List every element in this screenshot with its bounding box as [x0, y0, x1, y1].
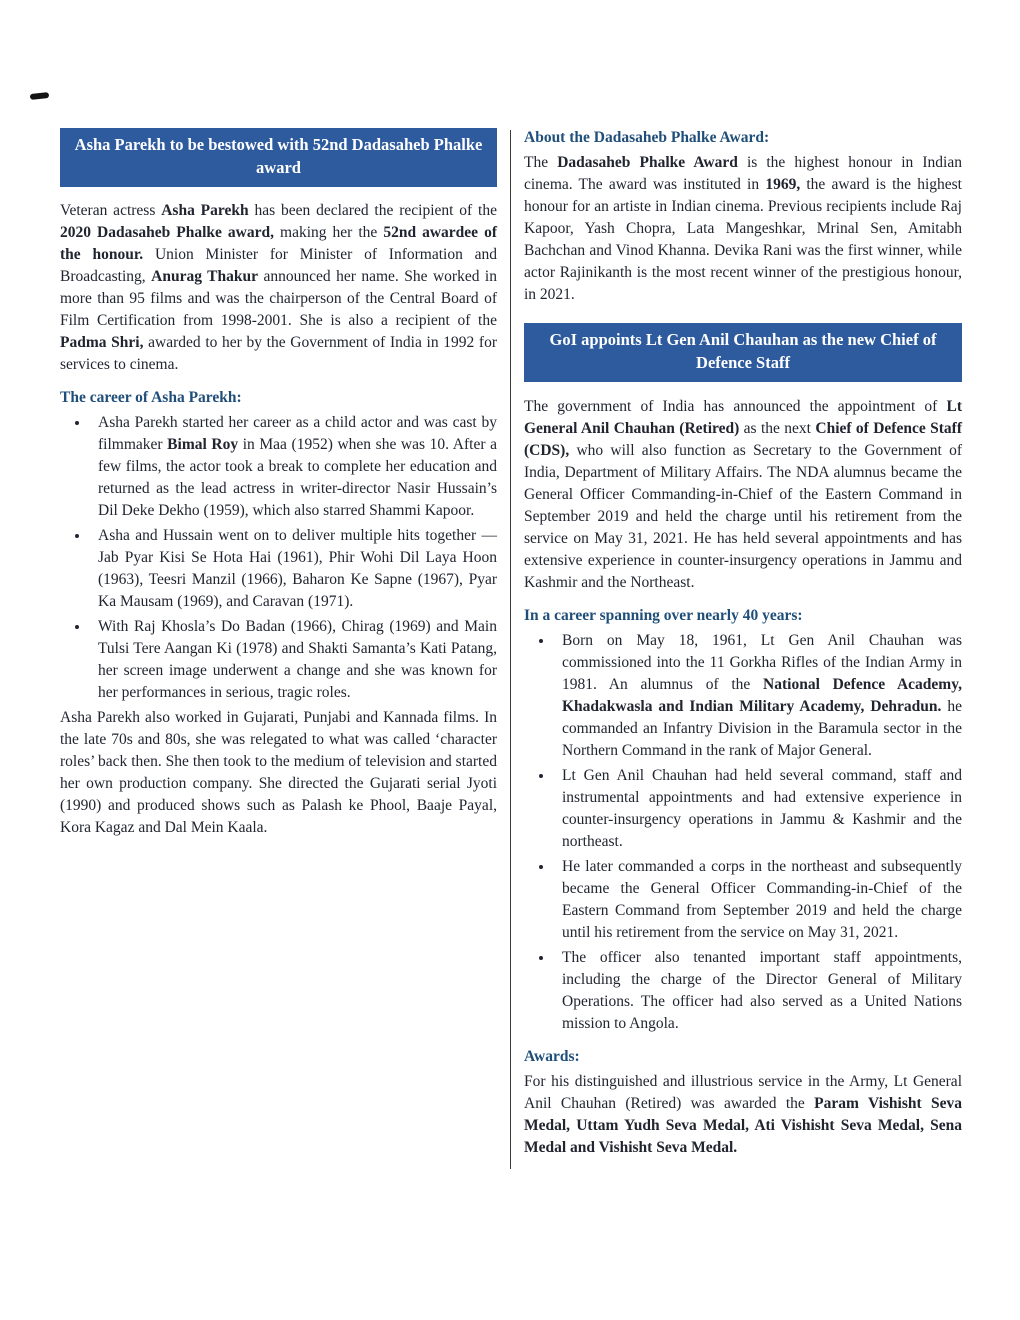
cds-career-bullet-list [524, 630, 962, 1035]
bullet-item [554, 630, 962, 762]
text-run: With Raj Khosla’s Do Badan (1966), Chirag (1969) and Main Tulsi Tere Aangan Ki (1978) and Shakti Samanta’s Kati Patang, her screen image underwent a change and she was known for her performances in serious, tragic roles. [98, 617, 497, 701]
bold-text-run: Param Vishisht Seva Medal, Uttam Yudh Seva Medal, Ati Vishisht Seva Medal, Sena Medal and Vishisht Seva Medal. [524, 1094, 962, 1156]
awards-paragraph [524, 1071, 962, 1159]
text-run: awarded to her by the Government of India in 1992 for services to cinema. [60, 333, 497, 373]
text-run: announced her name. She worked in more than 95 films and was the chairperson of the Central Board of Film Certification from 1998-2001. She is also a recipient of the [60, 267, 497, 329]
text-run: Born on May 18, 1961, Lt Gen Anil Chauhan was commissioned into the 11 Gorkha Rifles of the Indian Army in 1981. An alumnus of the [562, 631, 962, 693]
text-run: has been declared the recipient of the [248, 201, 497, 219]
article-banner-cds-appointment [524, 323, 962, 382]
text-run: Asha and Hussain went on to deliver multiple hits together — Jab Pyar Kisi Se Hota Hai (1961), Phir Wohi Dil Laya Hoon (1963), Teesri Manzil (1966), Baharon Ke Sapne (1967), Pyar Ka Mausam (1969), and Caravan (1971). [98, 526, 497, 610]
text-run: who will also function as Secretary to the Government of India, Department of Military Affairs. The NDA alumnus became the General Officer Commanding-in-Chief of the Eastern Command in September 2019 and held the charge until his retirement from the service on May 31, 2021. He has held several appointments and has extensive experience in counter-insurgency operations in Jammu and Kashmir and the Northeast. [524, 441, 962, 591]
text-run: He later commanded a corps in the northeast and subsequently became the General Officer Commanding-in-Chief of the Eastern Command from September 2019 and held the charge until his retirement from the service on May 31, 2021. [562, 857, 962, 941]
bullet-item [554, 856, 962, 944]
text-run: The officer also tenanted important staff appointments, including the charge of the Director General of Military Operations. The officer had also served as a United Nations mission to Angola. [562, 948, 962, 1032]
bold-text-run: 2020 Dadasaheb Phalke award, [60, 223, 275, 241]
bullet-item [554, 947, 962, 1035]
text-run: as the next [739, 419, 816, 437]
bold-text-run: 52nd awardee of the honour. [60, 223, 497, 263]
bold-text-run: National Defence Academy, Khadakwasla and Indian Military Academy, Dehradun. [562, 675, 962, 715]
bold-text-run: Bimal Roy [167, 435, 239, 453]
closing-paragraph [60, 707, 497, 839]
banner-title: GoI appoints Lt Gen Anil Chauhan as the new Chief of Defence Staff [549, 330, 937, 373]
cds-appointment-paragraph [524, 396, 962, 594]
bold-text-run: Padma Shri, [60, 333, 144, 351]
column-divider [510, 130, 511, 1169]
text-run: the award is the highest honour for an artiste in Indian cinema. Previous recipients include Raj Kapoor, Yash Chopra, Lata Mangeshkar, Mrinal Sen, Amitabh Bachchan and Vinod Khanna. Devika Rani was the first winner, while actor Rajinikanth is the most recent winner of the prestigious honour, in 2021. [524, 176, 962, 303]
text-run: Veteran actress [60, 201, 162, 219]
text-run: The [524, 154, 558, 171]
career-span-subheading: In a career spanning over nearly 40 years: [524, 606, 803, 624]
bullet-item [90, 412, 497, 522]
about-award-paragraph [524, 152, 962, 306]
text-run: in Maa (1952) when she was 10. After a few films, the actor took a break to complete her education and returned as the lead actress in writer-director Nasir Hussain’s Dil Deke Dekho (1959), which also starred Shammi Kapoor. [98, 435, 497, 519]
career-bullet-list [60, 412, 497, 704]
awards-subheading: Awards: [524, 1047, 580, 1065]
text-run: The government of India has announced the appointment of [524, 397, 947, 415]
banner-title: Asha Parekh to be bestowed with 52nd Dadasaheb Phalke award [74, 135, 483, 178]
bold-text-run: Dadasaheb Phalke Award [557, 154, 738, 171]
text-run: making her the [274, 223, 384, 241]
bullet-item [554, 765, 962, 853]
text-run: Asha Parekh also worked in Gujarati, Punjabi and Kannada films. In the late 70s and 80s, she was relegated to what was called ‘character roles’ back then. She then took to the medium of television and started her own production company. She directed the Gujarati serial Jyoti (1990) and produced shows such as Palash ke Phool, Baaje Payal, Kora Kagaz and Dal Mein Kaala. [60, 708, 497, 836]
right-column [524, 128, 962, 1169]
bold-text-run: Anurag Thakur [151, 267, 258, 285]
text-run: he commanded an Infantry Division in the Baramula sector in the Northern Command in the rank of Major General. [562, 697, 962, 759]
text-run: Asha Parekh started her career as a child actor and was cast by filmmaker [98, 413, 497, 453]
bold-text-run: Chief of Defence Staff (CDS), [524, 419, 962, 459]
text-run: Union Minister for Minister of Information and Broadcasting, [60, 245, 498, 285]
article-banner-asha-parekh [60, 128, 497, 187]
about-award-subheading: About the Dadasaheb Phalke Award: [524, 129, 770, 146]
bullet-item [90, 616, 497, 704]
career-subheading: The career of Asha Parekh: [60, 388, 242, 406]
text-run: is the highest honour in Indian cinema. The award was instituted in [524, 154, 962, 193]
bold-text-run: 1969, [765, 176, 801, 193]
text-run: Lt Gen Anil Chauhan had held several command, staff and instrumental appointments and had extensive experience in counter-insurgency operations in Jammu & Kashmir and the northeast. [562, 766, 962, 850]
text-run: For his distinguished and illustrious service in the Army, Lt General Anil Chauhan (Retired) was awarded the [524, 1072, 962, 1112]
intro-paragraph [60, 200, 497, 376]
bold-text-run: Lt General Anil Chauhan (Retired) [524, 397, 962, 437]
bullet-item [90, 525, 497, 613]
bold-text-run: Asha Parekh [161, 201, 249, 219]
left-column [60, 128, 497, 1169]
